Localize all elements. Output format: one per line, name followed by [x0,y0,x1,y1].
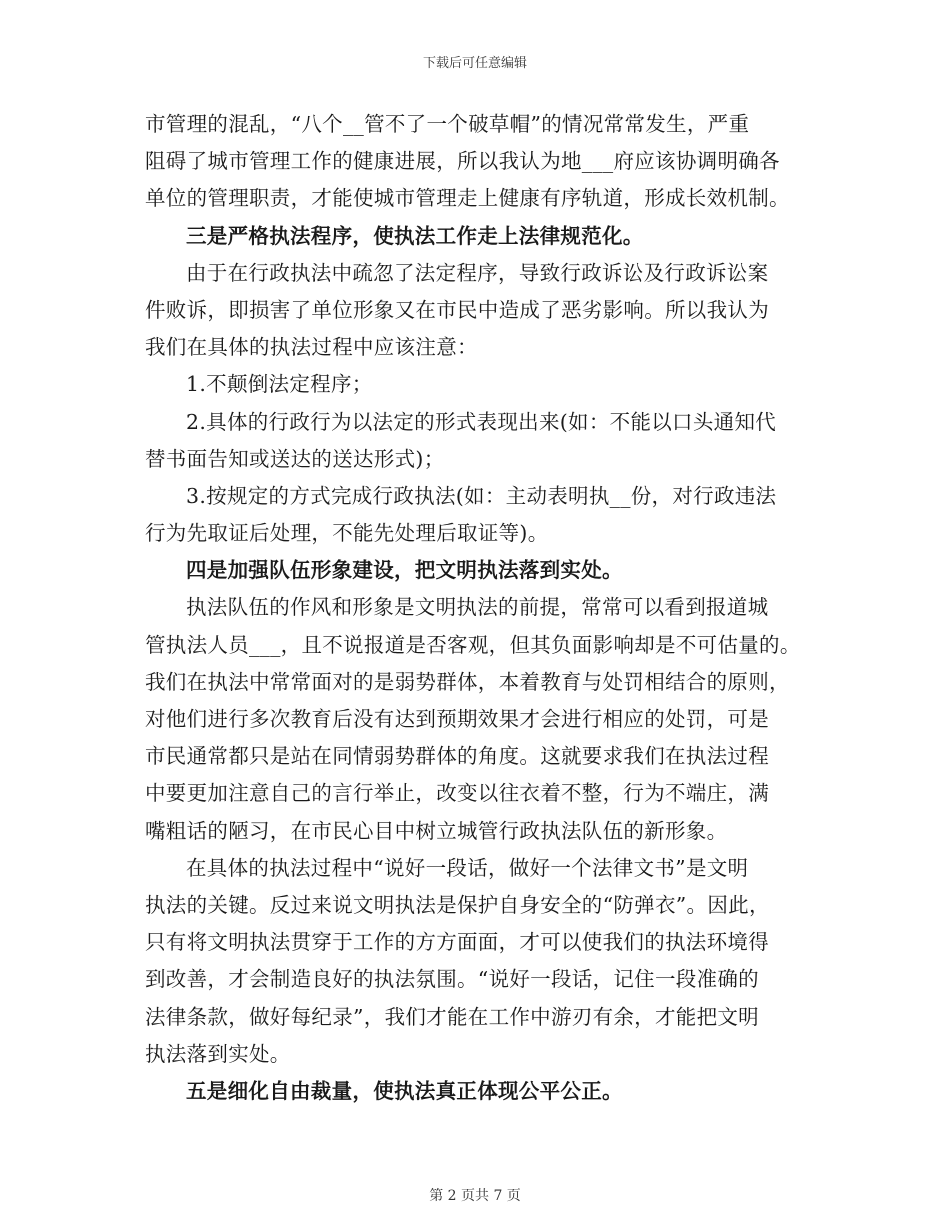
document-body [145,106,825,1110]
text-line: 执法队伍的作风和形象是文明执法的前提，常常可以看到报道城 [186,595,769,620]
text-line: 在具体的执法过程中“说好一段话，做好一个法律文书”是文明 [186,855,749,880]
text-line: 我们在具体的执法过程中应该注意： [145,335,478,360]
section-heading: 三是严格执法程序，使执法工作走上法律规范化。 [186,223,644,248]
text-line: 执法的关键。反过来说文明执法是保护自身安全的“防弹衣”。因此， [145,892,770,917]
text-line: 2.具体的行政行为以法定的形式表现出来(如：不能以口头通知代 [186,409,777,434]
text-line: 嘴粗话的陋习，在市民心目中树立城管行政执法队伍的新形象。 [145,818,728,843]
text-line: 市管理的混乱，“八个__管不了一个破草帽”的情况常常发生，严重 [145,112,750,136]
text-line: 市民通常都只是站在同情弱势群体的角度。这就要求我们在执法过程 [145,744,769,769]
text-line: 法律条款，做好每纪录”，我们才能在工作中游刃有余，才能把文明 [145,1004,759,1029]
text-line: 单位的管理职责，才能使城市管理走上健康有序轨道，形成长效机制。 [145,186,790,211]
text-line: 我们在执法中常常面对的是弱势群体，本着教育与处罚相结合的原则， [145,669,790,694]
text-line: 只有将文明执法贯穿于工作的方方面面，才可以使我们的执法环境得 [145,930,769,955]
text-line: 行为先取证后处理，不能先处理后取证等)。 [145,521,549,546]
text-line: 件败诉，即损害了单位形象又在市民中造成了恶劣影响。所以我认为 [145,297,769,322]
page-header: 下载后可任意编辑 [422,56,527,71]
text-line: 3.按规定的方式完成行政执法(如：主动表明执__份，对行政违法 [186,483,777,508]
text-line: 中要更加注意自己的言行举止，改变以往衣着不整，行为不端庄，满 [145,781,769,806]
section-heading: 四是加强队伍形象建设，把文明执法落到实处。 [186,558,623,583]
text-line: 阻碍了城市管理工作的健康进展，所以我认为地___府应该协调明确各 [145,149,780,174]
text-line: 替书面告知或送达的送达形式)； [145,446,445,471]
text-line: 1.不颠倒法定程序； [186,372,373,397]
text-line: 对他们进行多次教育后没有达到预期效果才会进行相应的处罚，可是 [145,707,769,731]
text-line: 由于在行政执法中疏忽了法定程序，导致行政诉讼及行政诉讼案 [186,260,769,285]
text-line: 执法落到实处。 [145,1041,291,1066]
text-line: 管执法人员___，且不说报道是否客观，但其负面影响却是不可估量的。 [145,632,801,657]
page-number: 第 2 页共 7 页 [429,1188,521,1204]
section-heading: 五是细化自由裁量，使执法真正体现公平公正。 [186,1078,623,1103]
text-line: 到改善，才会制造良好的执法氛围。“说好一段话，记住一段准确的 [145,967,759,992]
